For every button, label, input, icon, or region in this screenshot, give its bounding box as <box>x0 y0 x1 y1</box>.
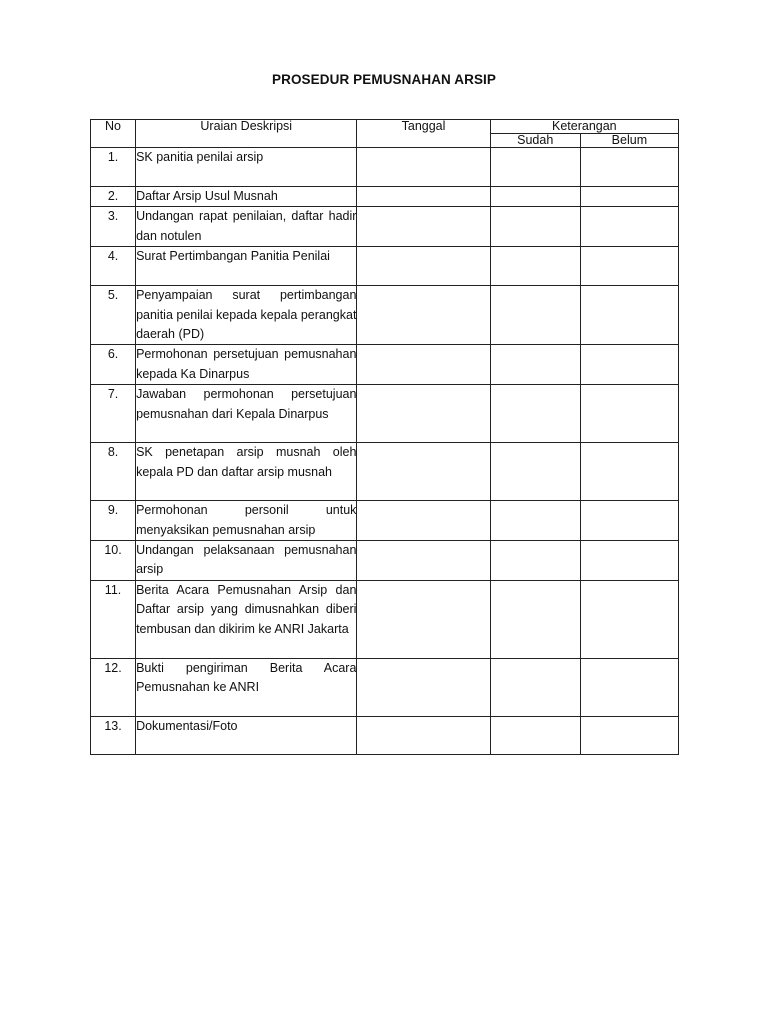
done-cell <box>490 580 580 658</box>
row-description: Permohonan persetujuan pemusnahan kepada Ka Dinarpus <box>136 345 357 385</box>
done-cell <box>490 148 580 187</box>
row-description: Undangan pelaksanaan pemusnahan arsip <box>136 541 357 581</box>
not-done-cell <box>580 207 678 247</box>
not-done-cell <box>580 148 678 187</box>
date-cell <box>357 443 490 501</box>
table-row <box>91 716 679 754</box>
row-description: Permohonan personil untuk menyaksikan pemusnahan arsip <box>136 501 357 541</box>
done-cell <box>490 207 580 247</box>
row-description: Undangan rapat penilaian, daftar hadir dan notulen <box>136 207 357 247</box>
not-done-cell <box>580 286 678 345</box>
row-description: Daftar Arsip Usul Musnah <box>136 187 357 207</box>
table-row <box>91 580 679 658</box>
date-cell <box>357 148 490 187</box>
header-not-done: Belum <box>580 134 678 148</box>
done-cell <box>490 716 580 754</box>
row-description: Surat Pertimbangan Panitia Penilai <box>136 247 357 286</box>
date-cell <box>357 345 490 385</box>
row-number: 10. <box>91 541 136 581</box>
row-description: SK panitia penilai arsip <box>136 148 357 187</box>
done-cell <box>490 187 580 207</box>
procedure-table <box>90 119 679 755</box>
date-cell <box>357 501 490 541</box>
row-number: 4. <box>91 247 136 286</box>
row-number: 1. <box>91 148 136 187</box>
done-cell <box>490 385 580 443</box>
not-done-cell <box>580 345 678 385</box>
row-number: 9. <box>91 501 136 541</box>
date-cell <box>357 286 490 345</box>
row-description: Jawaban permohonan persetujuan pemusnahan dari Kepala Dinarpus <box>136 385 357 443</box>
not-done-cell <box>580 385 678 443</box>
row-description: Dokumentasi/Foto <box>136 716 357 754</box>
header-remarks: Keterangan <box>490 120 678 134</box>
row-number: 8. <box>91 443 136 501</box>
not-done-cell <box>580 541 678 581</box>
row-description: Berita Acara Pemusnahan Arsip dan Daftar arsip yang dimusnahkan diberi tembusan dan dikirim ke ANRI Jakarta <box>136 580 357 658</box>
done-cell <box>490 247 580 286</box>
table-row <box>91 148 679 187</box>
date-cell <box>357 207 490 247</box>
table-row <box>91 187 679 207</box>
header-date: Tanggal <box>357 120 490 148</box>
date-cell <box>357 187 490 207</box>
table-row <box>91 501 679 541</box>
date-cell <box>357 580 490 658</box>
date-cell <box>357 541 490 581</box>
row-number: 5. <box>91 286 136 345</box>
row-number: 12. <box>91 658 136 716</box>
row-description: Penyampaian surat pertimbangan panitia penilai kepada kepala perangkat daerah (PD) <box>136 286 357 345</box>
date-cell <box>357 716 490 754</box>
row-number: 7. <box>91 385 136 443</box>
table-row <box>91 247 679 286</box>
done-cell <box>490 658 580 716</box>
done-cell <box>490 286 580 345</box>
row-description: Bukti pengiriman Berita Acara Pemusnahan ke ANRI <box>136 658 357 716</box>
page-title: PROSEDUR PEMUSNAHAN ARSIP <box>271 72 497 87</box>
header-no: No <box>91 120 136 148</box>
done-cell <box>490 443 580 501</box>
not-done-cell <box>580 716 678 754</box>
row-number: 13. <box>91 716 136 754</box>
row-number: 3. <box>91 207 136 247</box>
done-cell <box>490 541 580 581</box>
row-number: 2. <box>91 187 136 207</box>
date-cell <box>357 385 490 443</box>
not-done-cell <box>580 501 678 541</box>
table-row <box>91 385 679 443</box>
table-row <box>91 658 679 716</box>
table-row <box>91 541 679 581</box>
table-row <box>91 345 679 385</box>
header-description: Uraian Deskripsi <box>136 120 357 148</box>
row-number: 6. <box>91 345 136 385</box>
date-cell <box>357 658 490 716</box>
not-done-cell <box>580 580 678 658</box>
row-description: SK penetapan arsip musnah oleh kepala PD dan daftar arsip musnah <box>136 443 357 501</box>
not-done-cell <box>580 443 678 501</box>
table-row <box>91 286 679 345</box>
done-cell <box>490 345 580 385</box>
not-done-cell <box>580 187 678 207</box>
date-cell <box>357 247 490 286</box>
table-row <box>91 443 679 501</box>
header-done: Sudah <box>490 134 580 148</box>
not-done-cell <box>580 247 678 286</box>
table-row <box>91 207 679 247</box>
done-cell <box>490 501 580 541</box>
not-done-cell <box>580 658 678 716</box>
row-number: 11. <box>91 580 136 658</box>
